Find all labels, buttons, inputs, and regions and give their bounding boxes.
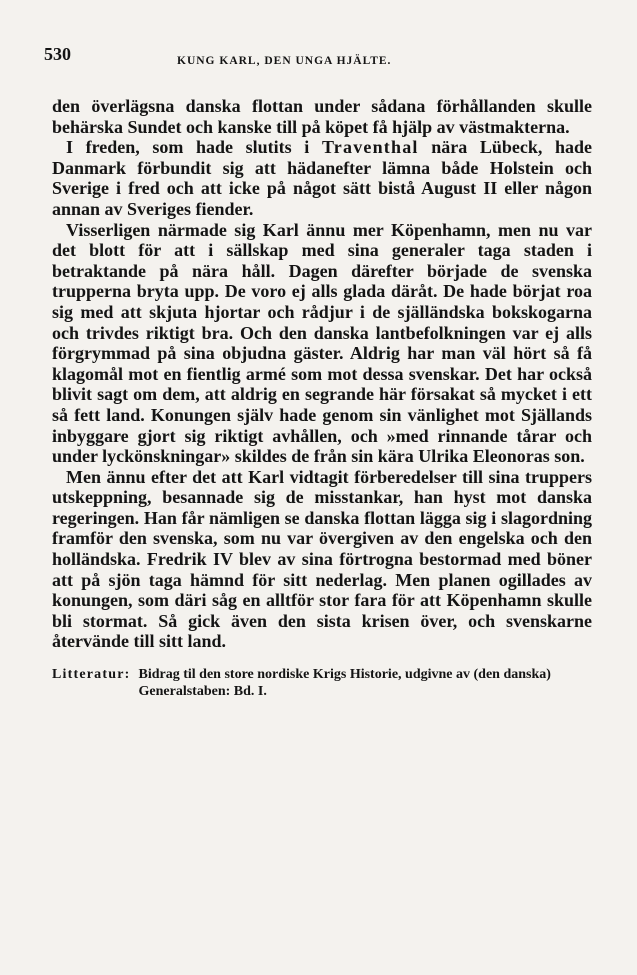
paragraph-3: Visserligen närmade sig Karl ännu mer Köpenhamn, men nu var det blott för att i sällskap med sina generaler taga staden i betraktande på nära håll. Dagen därefter började de svenska trupperna bryta upp. De voro ej alls glada däråt. De hade börjat roa sig med att skjuta hjortar och rådjur i de själländska bokskogarna och trivdes riktigt bra. Och den danska lantbefolkningen var ej alls förgrymmad på sina objudna gäster. Aldrig har man väl hört så få klagomål mot en fientlig armé som mot dessa svenskar. Det har också blivit sagt om dem, att aldrig en segrande här försakat så mycket i ett så fett land. Konungen själv hade genom sin vänlighet mot Själlands inbyggare gjort sig riktigt avhållen, och »med rinnande tårar och under lyckönskningar» skildes de från sin kära Ulrika Eleonoras son. (52, 219, 592, 467)
page-header (44, 44, 592, 74)
paragraph-2 (52, 137, 592, 219)
references-block (52, 666, 592, 700)
paragraph-2-text-before: I freden, som hade slutits i (66, 137, 322, 158)
references-label: Litteratur: (52, 667, 131, 683)
references-text: Bidrag til den store nordiske Krigs Historie, udgivne av (den danska) Generalstaben: Bd. I. (138, 667, 551, 700)
body-text (52, 96, 592, 652)
paragraph-1: den överlägsna danska flottan under sådana förhållanden skulle behärska Sundet och kanske till på köpet få hjälp av västmakterna. (52, 96, 592, 137)
paragraph-4: Men ännu efter det att Karl vidtagit förberedelser till sina truppers utskeppning, besannade sig de misstankar, han hyst mot danska regeringen. Han får nämligen se danska flottan lägga sig i slagordning framför den svenska, som nu var övergiven av den engelska och den holländska. Fredrik IV blev av sina förtrogna bestormad med böner att på sjön taga hämnd för sitt nederlag. Men planen ogillades av konungen, som däri såg en alltför stor fara för att Köpenhamn skulle bli stormat. Så gick även den sista krisen över, och svenskarne återvände till sitt land. (52, 466, 592, 652)
running-title: KUNG KARL, DEN UNGA HJÄLTE. (177, 55, 392, 67)
place-name-traventhal: Traventhal (321, 137, 419, 158)
page-number: 530 (44, 44, 71, 64)
book-page (44, 44, 593, 700)
paragraph-2-text-after: nära Lübeck, hade Danmark förbundit sig att hädanefter lämna både Holstein och Sverige i fred och att icke på något sätt bistå August II eller någon annan av Sveriges fiender. (52, 137, 593, 219)
